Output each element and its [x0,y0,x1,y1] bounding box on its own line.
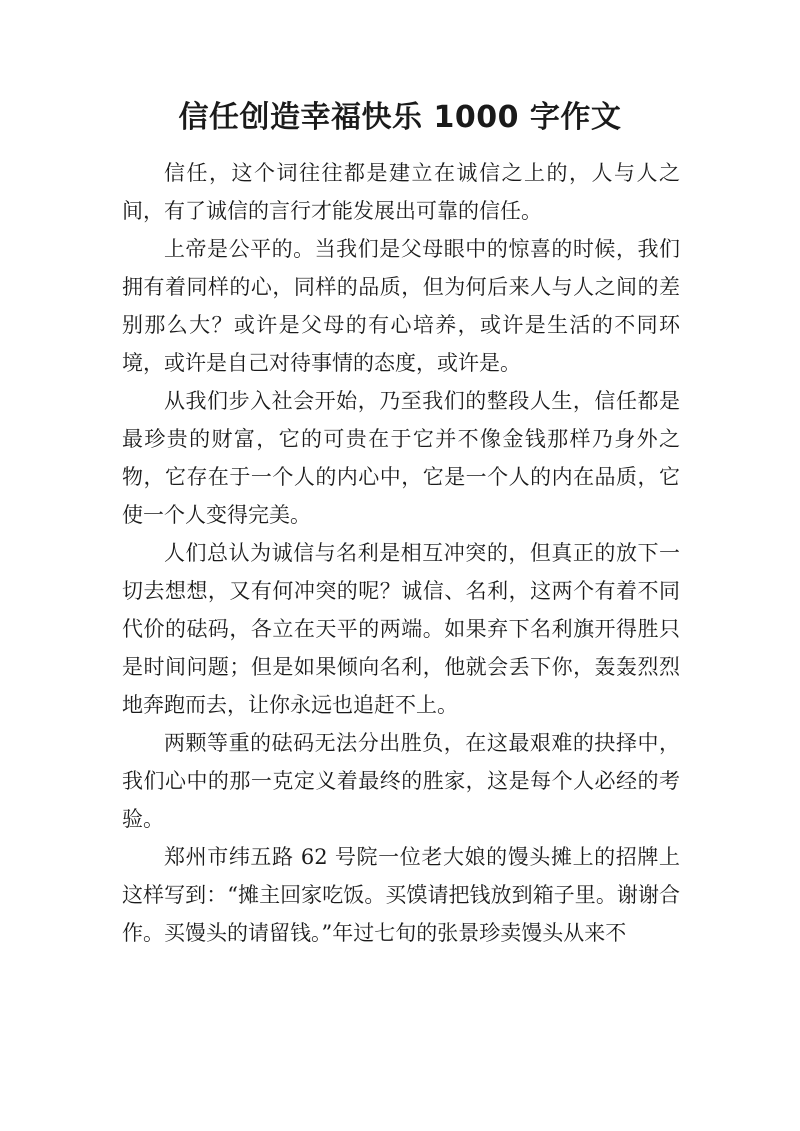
paragraph-5: 两颗等重的砝码无法分出胜负，在这最艰难的抉择中，我们心中的那一克定义着最终的胜家，这是每个人必经的考验。 [122,731,680,831]
paragraph-6: 郑州市纬五路 62 号院一位老大娘的馒头摊上的招牌上这样写到：“摊主回家吃饭。买馍请把钱放到箱子里。谢谢合作。买馒头的请留钱。”年过七旬的张景珍卖馒头从来不 [122,845,680,945]
document-body [122,154,680,952]
paragraph-1: 信任，这个词往往都是建立在诚信之上的，人与人之间，有了诚信的言行才能发展出可靠的信任。 [122,161,680,223]
paragraph-3: 从我们步入社会开始，乃至我们的整段人生，信任都是最珍贵的财富，它的可贵在于它并不像金钱那样乃身外之物，它存在于一个人的内心中，它是一个人的内在品质，它使一个人变得完美。 [122,389,680,527]
document-title: 信任创造幸福快乐 1000 字作文 [178,100,622,135]
paragraph-4: 人们总认为诚信与名利是相互冲突的，但真正的放下一切去想想，又有何冲突的呢？诚信、名利，这两个有着不同代价的砝码，各立在天平的两端。如果弃下名利旗开得胜只是时间问题；但是如果倾向名利，他就会丢下你，轰轰烈烈地奔跑而去，让你永远也追赶不上。 [122,541,680,717]
paragraph-2: 上帝是公平的。当我们是父母眼中的惊喜的时候，我们拥有着同样的心，同样的品质，但为何后来人与人之间的差别那么大？或许是父母的有心培养，或许是生活的不同环境，或许是自己对待事情的态度，或许是。 [122,237,680,375]
